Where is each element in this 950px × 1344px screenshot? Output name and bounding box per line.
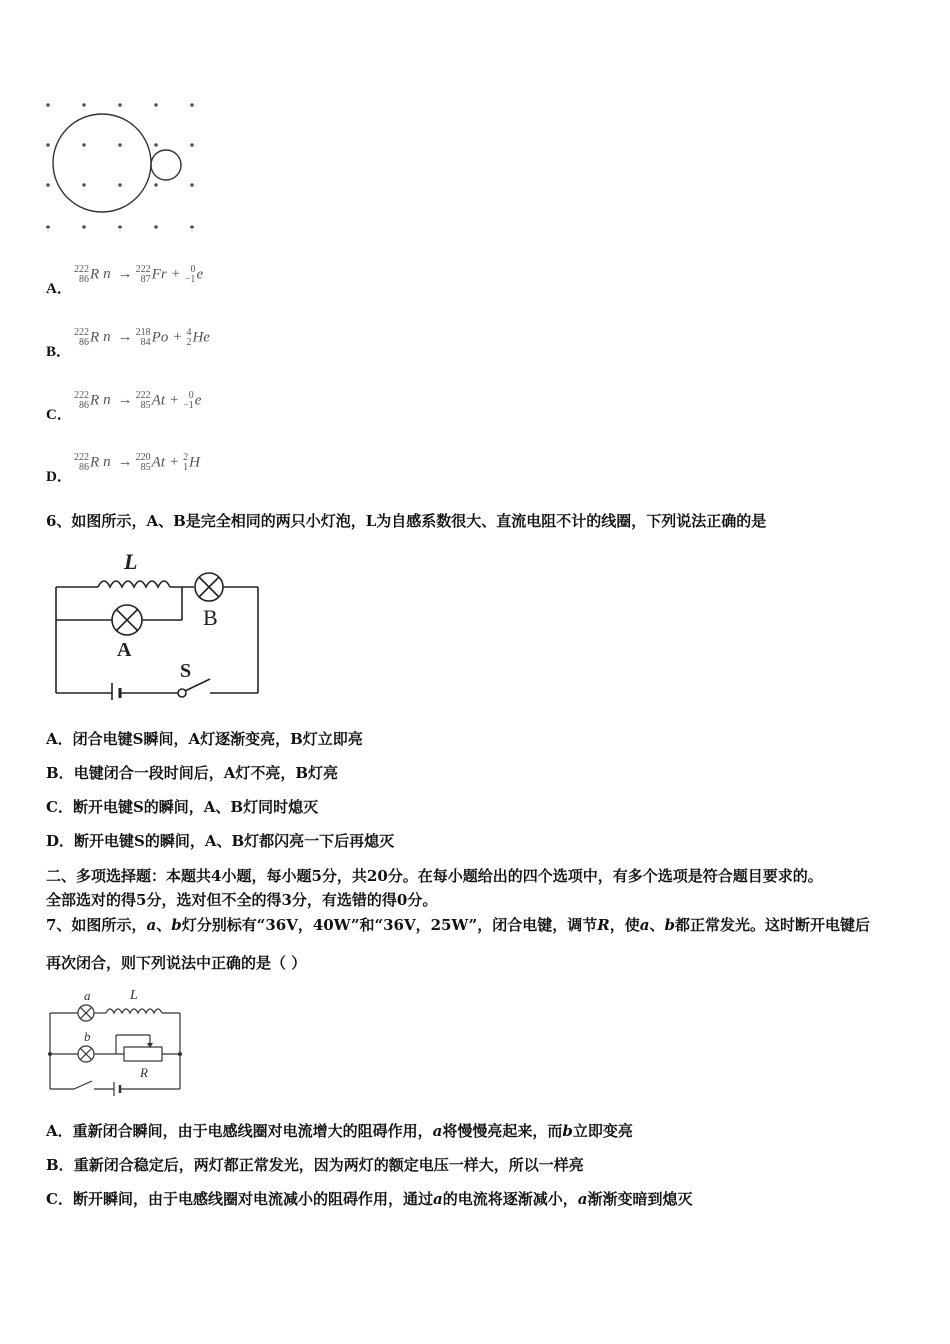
- nuclide-symbol: e: [194, 392, 202, 409]
- fig7-label-b: b: [84, 1029, 91, 1044]
- nuclide-symbol: At: [151, 392, 166, 409]
- reaction-arrow: →: [117, 392, 133, 409]
- q7-option-c: C．断开瞬间，由于电感线圈对电流减小的阻碍作用，通过a的电流将逐渐减小，a渐渐变暗到熄灭: [46, 1190, 693, 1208]
- nuclide-indices: 222 86: [74, 264, 89, 285]
- fig7-label-a: a: [84, 988, 91, 1003]
- fig6-label-L: L: [124, 549, 138, 574]
- nuclide-symbol: e: [196, 266, 204, 283]
- equation-text: +: [170, 266, 181, 283]
- nuclide-symbol: R: [90, 392, 100, 409]
- q6-circuit-figure: [50, 545, 265, 700]
- equation-text: n: [103, 454, 111, 471]
- nuclide-symbol: He: [192, 329, 210, 346]
- nuclide-symbol: Po: [151, 329, 169, 346]
- reaction-arrow: →: [117, 454, 133, 471]
- fig6-label-B: B: [203, 605, 218, 630]
- nuclide-symbol: R: [90, 454, 100, 471]
- nuclide-indices: 222 86: [74, 452, 89, 473]
- q5-option-label: A．: [46, 281, 72, 297]
- field-circles-figure: [40, 95, 205, 235]
- fig6-label-A: A: [117, 639, 132, 661]
- nuclear-equation: [74, 328, 210, 348]
- equation-text: n: [103, 329, 111, 346]
- nuclide-indices: 220 85: [135, 452, 151, 473]
- q5-option-label: D．: [46, 469, 72, 485]
- reaction-arrow: →: [117, 329, 133, 346]
- q6-option-a: A．闭合电键S瞬间，A灯逐渐变亮，B灯立即亮: [46, 730, 363, 748]
- nuclide-symbol: R: [90, 266, 100, 283]
- q6-stem: 6、如图所示，A、B是完全相同的两只小灯泡，L为自感系数很大、直流电阻不计的线圈，下列说法正确的是: [46, 512, 767, 530]
- nuclide-indices: 222 85: [135, 390, 151, 411]
- q6-option-d: D．断开电键S的瞬间，A、B灯都闪亮一下后再熄灭: [46, 832, 395, 850]
- section2-line1: 二、多项选择题：本题共4小题，每小题5分，共20分。在每小题给出的四个选项中，有多个选项是符合题目要求的。: [46, 867, 823, 885]
- nuclide-indices: 4 2: [186, 327, 192, 348]
- q7-option-b: B．重新闭合稳定后，两灯都正常发光，因为两灯的额定电压一样大，所以一样亮: [46, 1156, 584, 1174]
- nuclide-indices: 222 87: [135, 264, 151, 285]
- nuclide-symbol: H: [189, 454, 200, 471]
- nuclide-indices: 0 −1: [184, 264, 196, 285]
- q7-stem-line2: 再次闭合，则下列说法中正确的是（ ）: [46, 954, 307, 972]
- nuclide-indices: 218 84: [135, 327, 151, 348]
- q5-option-label: B．: [46, 344, 72, 360]
- nuclear-equation: [74, 391, 201, 411]
- nuclide-symbol: R: [90, 329, 100, 346]
- reaction-arrow: →: [117, 266, 133, 283]
- q7-stem-line1: 7、如图所示，a、b灯分别标有“36V，40W”和“36V，25W”，闭合电键，调节R，使a、b都正常发光。这时断开电键后: [46, 916, 870, 934]
- equation-text: +: [172, 329, 183, 346]
- q7-option-a: A．重新闭合瞬间，由于电感线圈对电流增大的阻碍作用，a将慢慢亮起来，而b立即变亮: [46, 1122, 633, 1140]
- fig7-label-L: L: [130, 988, 138, 1003]
- equation-text: +: [169, 392, 180, 409]
- nuclear-equation: [74, 453, 200, 473]
- equation-text: +: [169, 454, 180, 471]
- q6-option-c: C．断开电键S的瞬间，A、B灯同时熄灭: [46, 798, 319, 816]
- q5-option-label: C．: [46, 407, 72, 423]
- nuclear-equation: [74, 265, 203, 285]
- nuclide-symbol: At: [151, 454, 166, 471]
- nuclide-indices: 2 1: [183, 452, 189, 473]
- equation-text: n: [103, 392, 111, 409]
- q7-circuit-figure: [44, 985, 194, 1100]
- nuclide-symbol: Fr: [151, 266, 167, 283]
- fig6-label-S: S: [180, 660, 192, 682]
- nuclide-indices: 222 86: [74, 390, 89, 411]
- q6-option-b: B．电键闭合一段时间后，A灯不亮，B灯亮: [46, 764, 339, 782]
- nuclide-indices: 222 86: [74, 327, 89, 348]
- section2-line2: 全部选对的得5分，选对但不全的得3分，有选错的得0分。: [46, 891, 438, 909]
- equation-text: n: [103, 266, 111, 283]
- fig7-label-R: R: [140, 1065, 148, 1080]
- nuclide-indices: 0 −1: [183, 390, 194, 411]
